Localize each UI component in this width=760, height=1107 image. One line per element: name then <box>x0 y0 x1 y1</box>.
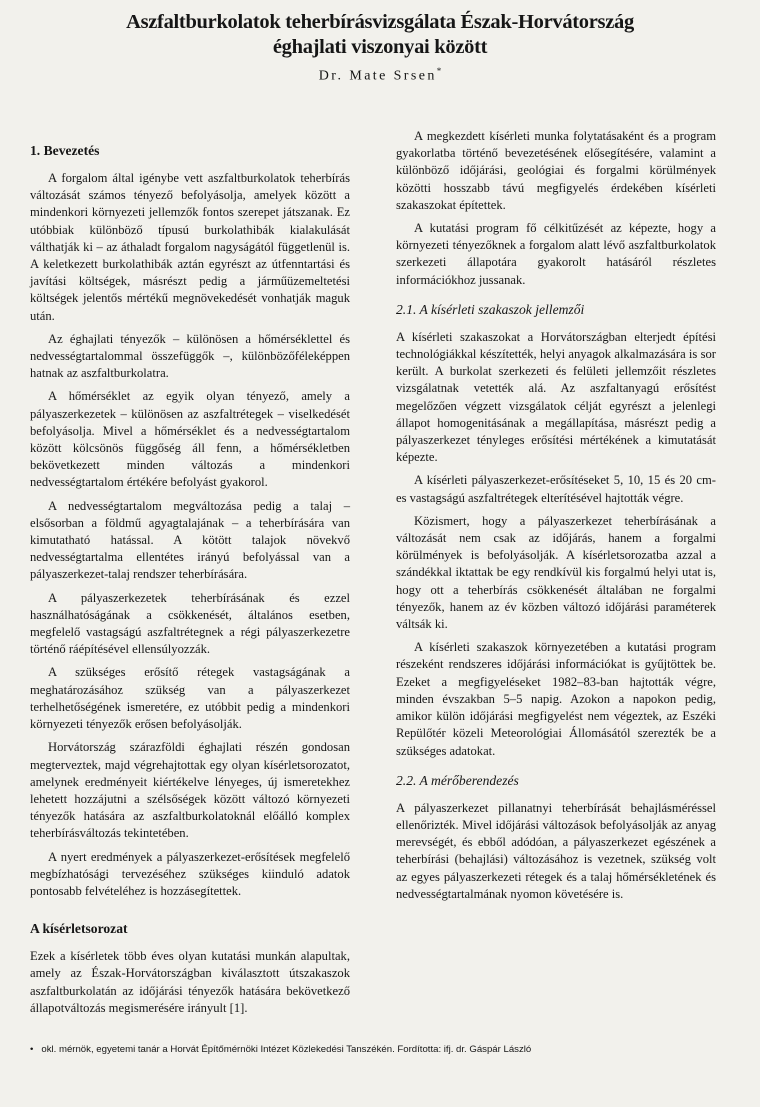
subsection-heading-measuring-equipment: 2.2. A mérőberendezés <box>396 772 519 788</box>
section-heading-experiment-series: A kísérletsorozat <box>30 921 128 937</box>
subsection-heading-test-sections: 2.1. A kísérleti szakaszok jellemzői <box>396 301 585 317</box>
title-line-2: éghajlati viszonyai között <box>272 36 488 58</box>
paragraph: A nyert eredmények a pályaszerkezet-erősítések megfelelő megbízhatósági tervezéséhez szükséges kiinduló adatok pontosabb felvételéhez is hozzásegítettek. <box>30 849 350 898</box>
footnote-text: okl. mérnök, egyetemi tanár a Horvát Építőmérnöki Intézet Közlekedési Tanszékén. Fordította: ifj. dr. Gáspár László <box>41 1044 532 1055</box>
paragraph: A kísérleti szakaszok környezetében a kutatási program részeként rendszeres időjárási információkat is gyűjtöttek be. Ezeket a megfigyeléseket 1982–83-ban hajtották végre, minden évszakban 5–5 napig. Azokon a napokon pedig, amikor külön időjárási megfigyelést nem végeztek, az Eszéki Repülőtér közeli Meteorológiai Állomásától szerezték be a szükséges adatokat. <box>396 640 716 758</box>
paragraph: A kutatási program fő célkitűzését az képezte, hogy a környezeti tényezőknek a forgalom alatt lévő aszfaltburkolatok szerkezeti állapotára gyakorolt hatásáról részletes információkhoz jussanak. <box>396 221 716 287</box>
paragraph: Közismert, hogy a pályaszerkezet teherbírásának a változását nem csak az időjárás, hanem a forgalmi körülmények is befolyásolják. A kísérletsorozatba azzal a szándékkal iktattak be egy rendkívül kis forgalmú helyi utat is, hogy ott a teherbírás csökkenését általában ne forgalmi tényezők, hanem az év közben változó időjárási paraméterek váltsák ki. <box>396 513 716 632</box>
left-column <box>30 142 350 1023</box>
title-line-1: Aszfaltburkolatok teherbírásvizsgálata Észak-Horvátország <box>126 11 634 33</box>
paragraph: A nedvességtartalom megváltozása pedig a talaj – elsősorban a földmű agyagtalajának – a teherbírására van kimutatható hatással. A kötött talajok növekvő nedvességtartalma ellentétes irányú befolyással van a pályaszerkezet-talaj rendszer teherbírására. <box>30 498 350 582</box>
author-name: Dr. Mate Srsen <box>318 68 437 84</box>
paragraph: A szükséges erősítő rétegek vastagságának a meghatározásához szükség van a pályaszerkezet terhelhetőségének ismeretére, ez utóbbit pedig a mindenkori környezeti tényezők erősen befolyásolják. <box>30 665 350 732</box>
paragraph: A pályaszerkezet pillanatnyi teherbírását behajlásméréssel ellenőrizték. Mivel időjárási változások befolyásolják az anyag merevségét, és ebből adódóan, a pályaszerkezet egészének a teherbírási (behajlási) változásához is vezetnek, szükség volt az egyes pályaszerkezeti rétegek és a talaj hőmérsékletének és nedvességtartalmának nyomon követésére is. <box>396 800 716 901</box>
paragraph: A kísérleti szakaszokat a Horvátországban elterjedt építési technológiákkal készítették, helyi anyagok alkalmazására is sor került. A burkolat szerkezeti és felületi jellemzőit részletes vizsgálatnak vetették alá. Az aszfaltanyagú erősítést megelőzően végzett vizsgálatok célját egyrészt a jelenlegi állapot homogenitásának a megállapítása, másrészt pedig a pályaszerkezet tényleges erősítési mértékének a kimutatását képezte. <box>396 329 716 465</box>
paragraph: Ezek a kísérletek több éves olyan kutatási munkán alapultak, amely az Észak-Horvátországban kiválasztott útszakaszok aszfaltburkolatán az időjárási tényezők hatására bekövetkező állapotváltozás megismerésére irányult [1]. <box>30 949 350 1015</box>
paragraph: Az éghajlati tényezők – különösen a hőmérséklettel és nedvességtartalommal összefüggők –, különbözőféleképpen hatnak az aszfaltburkolatra. <box>30 331 350 381</box>
paragraph: A forgalom által igénybe vett aszfaltburkolatok teherbírás változását számos tényező befolyásolja, amelyek között a mindenkori környezeti jellemzők fontos szerepet játszanak. Ez utóbbiak különböző típusú burkolathibák kialakulását válthatják ki – az áthaladt forgalom nagyságától függetlenül is. A keletkezett burkolathibák aztán egyrészt az útfenntartási és javítási költségek, másrészt pedig a járműüzemeltetési költségek jelentős mértékű megnövekedését vonhatják maguk után. <box>30 171 350 323</box>
author-footnote-mark: * <box>436 66 442 76</box>
footnote <box>30 1043 730 1056</box>
article-title <box>0 10 760 60</box>
paragraph: Horvátország szárazföldi éghajlati részén gondosan megterveztek, majd végrehajtottak egy olyan kísérletsorozatot, amelynek eredményeit kiértékelve lényeges, új ismeretekhez lehetett hozzájutni a szélsőségek között változó környezeti tényezők hatására az aszfaltburkolatoknál előálló komplex teherbírásváltozás tekintetében. <box>30 740 350 841</box>
paragraph: A kísérleti pályaszerkezet-erősítéseket 5, 10, 15 és 20 cm-es vastagságú aszfaltrétegek elterítésével hajtották végre. <box>396 473 716 505</box>
paragraph: A hőmérséklet az egyik olyan tényező, amely a pályaszerkezetek – különösen az aszfaltrétegek – viselkedését befolyásolja. Mivel a hőmérséklet és a nedvességtartalom között kölcsönös függőség áll fenn, a hőmérsékletben bekövetkezett minden változás a mindenkori nedvességtartalom értékére befolyást gyakorol. <box>30 389 350 490</box>
right-column <box>396 128 716 909</box>
section-heading-introduction: 1. Bevezetés <box>30 143 100 158</box>
paragraph: A megkezdett kísérleti munka folytatásaként és a program gyakorlatba történő bevezetésének elősegítésére, valamint a különböző időjárási, geológiai és forgalmi körülmények közötti hosszabb távú megfigyelés érdekében kísérleti szakaszokat építettek. <box>396 129 716 212</box>
paragraph: A pályaszerkezetek teherbírásának és ezzel használhatóságának a csökkenését, általános esetben, megfelelő vastagságú aszfaltrétegnek a régi pályaszerkezetre történő ráépítésével ellensúlyozzák. <box>30 590 350 657</box>
spacer <box>30 906 350 920</box>
footnote-mark: • <box>30 1044 34 1055</box>
author-line <box>0 66 760 85</box>
article-header <box>0 10 760 85</box>
